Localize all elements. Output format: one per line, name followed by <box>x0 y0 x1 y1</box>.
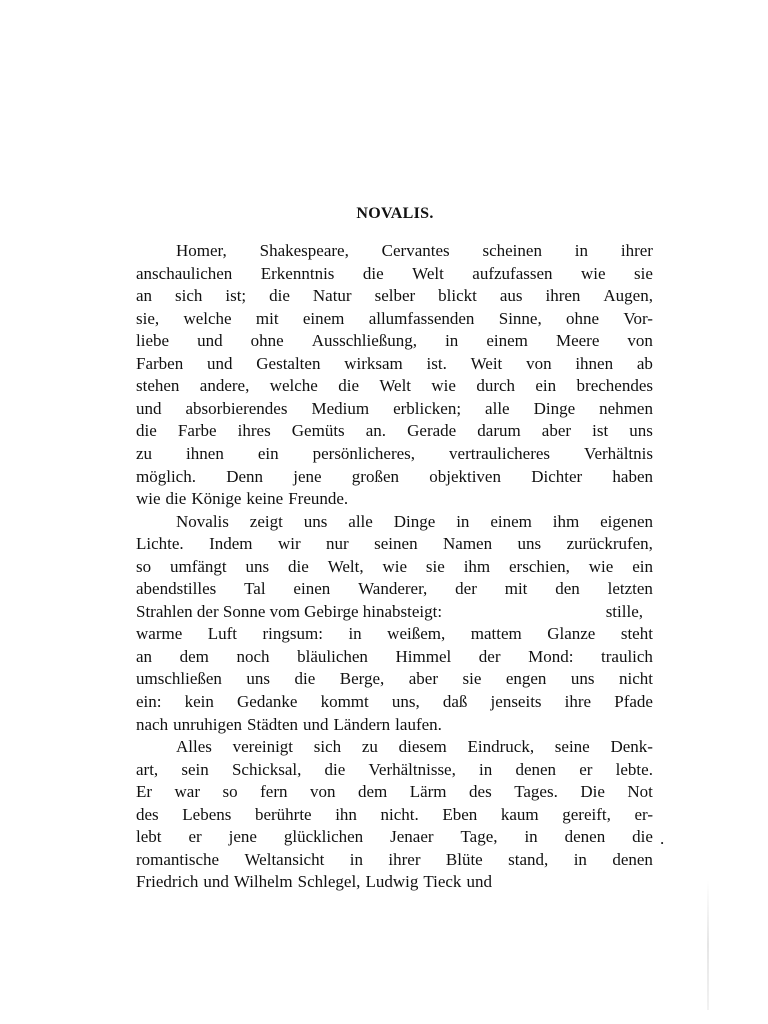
text-line: Friedrich und Wilhelm Schlegel, Ludwig Tieck und <box>136 872 492 892</box>
text-line: liebe und ohne Ausschließung, in einem Meere von <box>136 331 653 351</box>
text-line: romantische Weltansicht in ihrer Blüte stand, in denen <box>136 849 653 869</box>
text-line: sie, welche mit einem allumfassenden Sinne, ohne Vor- <box>136 308 653 328</box>
text-line: nach unruhigen Städten und Ländern laufen. <box>136 714 442 734</box>
text-line: umschließen uns die Berge, aber sie engen uns nicht <box>136 669 653 689</box>
text-line: möglich. Denn jene großen objektiven Dichter haben <box>136 466 653 486</box>
text-line: stehen andere, welche die Welt wie durch ein brechendes <box>136 376 653 396</box>
text-line: art, sein Schicksal, die Verhältnisse, in denen er lebte. <box>136 759 653 779</box>
text-line: an dem noch bläulichen Himmel der Mond: traulich <box>136 646 653 666</box>
text-line: Strahlen der Sonne vom Gebirge hinabsteigt: stille, <box>136 601 643 621</box>
page-title: NOVALIS. <box>356 205 434 222</box>
scan-edge-shadow <box>707 880 709 1010</box>
text-line: Novalis zeigt uns alle Dinge in einem ihm eigenen <box>176 511 653 531</box>
text-line: warme Luft ringsum: in weißem, mattem Glanze steht <box>136 624 653 644</box>
text-line: Lichte. Indem wir nur seinen Namen uns zurückrufen, <box>136 534 653 554</box>
text-line: Homer, Shakespeare, Cervantes scheinen in ihrer <box>176 241 653 260</box>
stray-mark: . <box>660 829 665 848</box>
text-line: Farben und Gestalten wirksam ist. Weit von ihnen ab <box>136 353 653 373</box>
text-line: des Lebens berührte ihn nicht. Eben kaum gereift, er- <box>136 804 653 824</box>
text-line: abendstilles Tal einen Wanderer, der mit den letzten <box>136 579 653 599</box>
text-line: wie die Könige keine Freunde. <box>136 489 349 509</box>
text-line: lebt er jene glücklichen Jenaer Tage, in denen die <box>136 827 653 847</box>
text-line: zu ihnen ein persönlicheres, vertraulicheres Verhältnis <box>136 443 653 463</box>
text-line: die Farbe ihres Gemüts an. Gerade darum aber ist uns <box>136 421 653 441</box>
text-line: Er war so fern von dem Lärm des Tages. Die Not <box>136 782 653 802</box>
text-line: so umfängt uns die Welt, wie sie ihm erschien, wie ein <box>136 556 653 576</box>
text-line: und absorbierendes Medium erblicken; alle Dinge nehmen <box>136 398 653 418</box>
text-line: Alles vereinigt sich zu diesem Eindruck, seine Denk- <box>176 737 653 757</box>
text-line: ein: kein Gedanke kommt uns, daß jenseits ihre Pfade <box>136 692 653 711</box>
text-line: an sich ist; die Natur selber blickt aus ihren Augen, <box>136 286 653 306</box>
text-line: anschaulichen Erkenntnis die Welt aufzufassen wie sie <box>136 263 653 283</box>
